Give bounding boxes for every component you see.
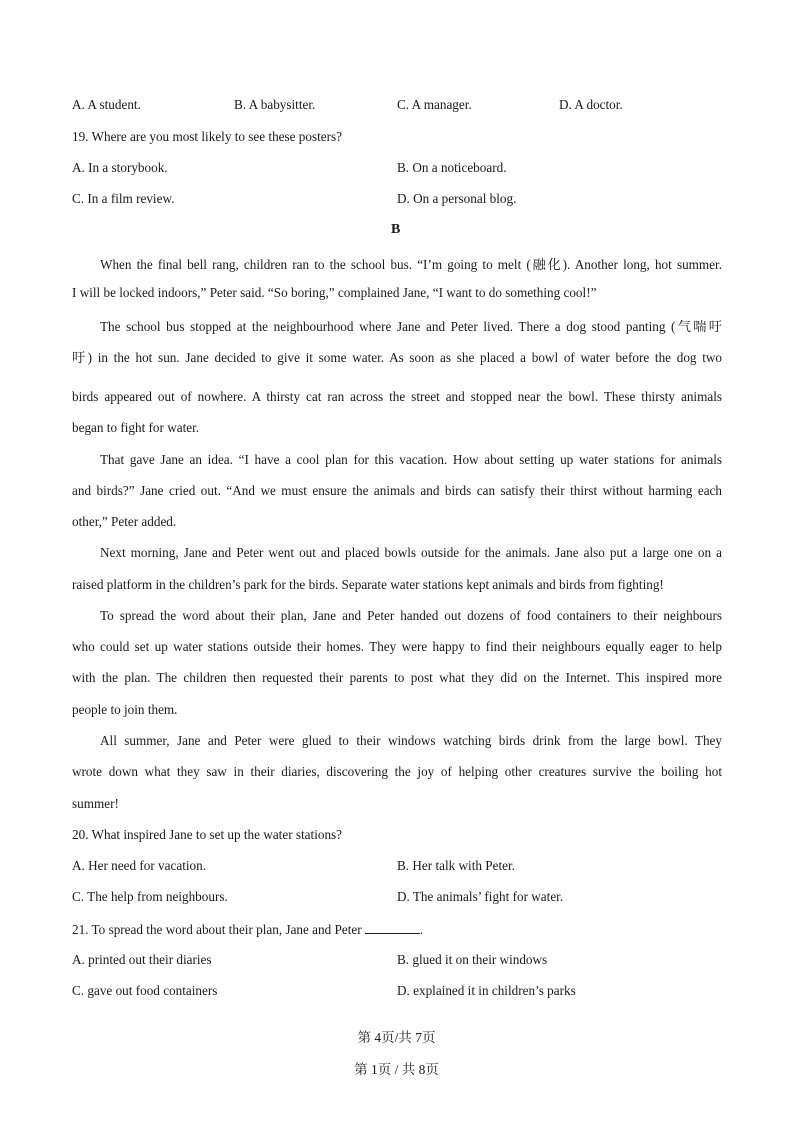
- q21-option-a: A. printed out their diaries: [72, 952, 212, 967]
- q19-option-c: C. In a film review.: [72, 191, 175, 206]
- q20-option-b: B. Her talk with Peter.: [397, 858, 515, 873]
- answer-blank: [365, 921, 420, 934]
- passage-line: To spread the word about their plan, Jane and Peter handed out dozens of food containers to their neighbours: [100, 608, 722, 623]
- q20-option-a: A. Her need for vacation.: [72, 858, 207, 873]
- q20-option-c: C. The help from neighbours.: [72, 889, 228, 904]
- passage-line: The school bus stopped at the neighbourhood where Jane and Peter lived. There a dog stood panting (气喘吁: [100, 319, 722, 334]
- q21-option-b: B. glued it on their windows: [397, 952, 548, 967]
- q21-option-d: D. explained it in children’s parks: [397, 983, 576, 998]
- passage-line: summer!: [72, 796, 119, 811]
- passage-line: with the plan. The children then requested their parents to post what they did on the Internet. This inspired more: [72, 670, 722, 685]
- passage-line: raised platform in the children’s park for the birds. Separate water stations kept animals and birds from fighting!: [72, 577, 664, 592]
- q19-option-a: A. In a storybook.: [72, 160, 168, 175]
- q18-option-a: A. A student.: [72, 97, 141, 112]
- q18-option-b: B. A babysitter.: [234, 97, 316, 112]
- q20-question: 20. What inspired Jane to set up the water stations?: [72, 827, 343, 842]
- q19-question: 19. Where are you most likely to see these posters?: [72, 129, 343, 144]
- passage-line: who could set up water stations outside their homes. They were happy to find their neighbours equally eager to help: [72, 639, 722, 654]
- passage-line: began to fight for water.: [72, 420, 200, 435]
- passage-line: birds appeared out of nowhere. A thirsty cat ran across the street and stopped near the bowl. These thirsty animals: [72, 389, 722, 404]
- passage-line: 吁) in the hot sun. Jane decided to give it some water. As soon as she placed a bowl of water before the dog two: [72, 350, 722, 365]
- q18-option-c: C. A manager.: [397, 97, 472, 112]
- page-number-outer: 第 1页 / 共 8页: [354, 1062, 439, 1077]
- page-number-inner: 第 4页/共 7页: [357, 1030, 436, 1045]
- q19-option-d: D. On a personal blog.: [397, 191, 517, 206]
- q19-option-b: B. On a noticeboard.: [397, 160, 507, 175]
- passage-line: That gave Jane an idea. “I have a cool plan for this vacation. How about setting up water stations for animals: [100, 452, 722, 467]
- passage-line: When the final bell rang, children ran to the school bus. “I’m going to melt (融化). Another long, hot summer.: [100, 257, 722, 272]
- q18-option-d: D. A doctor.: [559, 97, 623, 112]
- q21-question: [72, 921, 423, 938]
- q21-question-end: .: [419, 922, 424, 937]
- q20-option-d: D. The animals’ fight for water.: [397, 889, 564, 904]
- passage-line: other,” Peter added.: [72, 514, 177, 529]
- passage-line: wrote down what they saw in their diaries, discovering the joy of helping other creatures survive the boiling hot: [72, 764, 722, 779]
- passage-line: people to join them.: [72, 702, 178, 717]
- passage-line: I will be locked indoors,” Peter said. “So boring,” complained Jane, “I want to do something cool!”: [72, 285, 597, 300]
- passage-line: Next morning, Jane and Peter went out and placed bowls outside for the animals. Jane also put a large one on a: [100, 545, 722, 560]
- section-b-title: B: [391, 222, 401, 237]
- passage-line: All summer, Jane and Peter were glued to their windows watching birds drink from the large bowl. They: [100, 733, 722, 748]
- q21-question-text: 21. To spread the word about their plan, Jane and Peter: [72, 922, 365, 937]
- q21-option-c: C. gave out food containers: [72, 983, 218, 998]
- passage-line: and birds?” Jane cried out. “And we must ensure the animals and birds can satisfy their thirst without harming each: [72, 483, 722, 498]
